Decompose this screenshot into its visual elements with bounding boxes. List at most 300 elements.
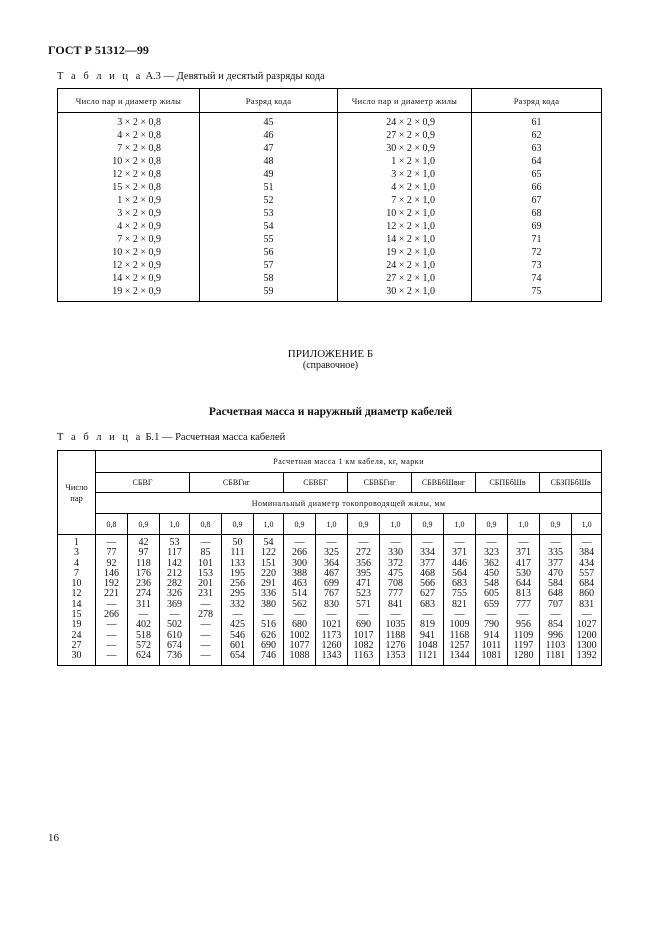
mass-cell: 201 (190, 579, 222, 589)
table-a3-cell: 4 × 2 × 0,9 (58, 220, 200, 233)
mass-cell: 388 (284, 569, 316, 579)
table-a3-cell: 52 (200, 194, 338, 207)
mass-cell: 266 (284, 548, 316, 558)
mass-cell: 1027 (572, 620, 602, 630)
diameter-cell: 0,9 (476, 514, 508, 535)
mass-cell: 654 (222, 651, 254, 665)
table-b1-body (58, 535, 602, 666)
brand-header: СБПБбШв (476, 473, 540, 493)
table-a3-cell: 66 (472, 181, 602, 194)
table-a3-cell: 65 (472, 168, 602, 181)
table-a3-cell: 67 (472, 194, 602, 207)
mass-cell: 1017 (348, 631, 380, 641)
mass-cell: 282 (160, 579, 190, 589)
mass-cell: 546 (222, 631, 254, 641)
mass-cell: — (412, 610, 444, 620)
mass-cell: 151 (254, 559, 284, 569)
table-a3-cell: 7 × 2 × 1,0 (338, 194, 472, 207)
mass-cell: — (96, 651, 128, 665)
mass-cell: 291 (254, 579, 284, 589)
diameter-cell: 1,0 (444, 514, 476, 535)
mass-cell: 146 (96, 569, 128, 579)
table-b1-row (58, 535, 602, 549)
pairs-cell: 7 (58, 569, 96, 579)
diameter-cell: 0,9 (412, 514, 444, 535)
mass-cell: 470 (540, 569, 572, 579)
mass-cell: — (540, 610, 572, 620)
diameter-cell: 0,8 (96, 514, 128, 535)
mass-cell: 463 (284, 579, 316, 589)
mass-cell: 334 (412, 548, 444, 558)
mass-cell: 221 (96, 589, 128, 599)
pairs-cell: 4 (58, 559, 96, 569)
table-a3-cell: 58 (200, 272, 338, 285)
mass-cell: 914 (476, 631, 508, 641)
table-a3-cell: 30 × 2 × 0,9 (338, 142, 472, 155)
mass-cell: 364 (316, 559, 348, 569)
diameter-header-row (58, 493, 602, 514)
mass-cell: 380 (254, 600, 284, 610)
table-a3-cell: 71 (472, 233, 602, 246)
mass-cell: 659 (476, 600, 508, 610)
mass-cell: 153 (190, 569, 222, 579)
appendix-subtitle: (справочное) (302, 360, 359, 371)
table-a3-row (58, 285, 602, 302)
table-a3-header-cell: Число пар и диаметр жилы (338, 89, 472, 113)
mass-cell: 1392 (572, 651, 602, 665)
mass-cell: 1260 (316, 641, 348, 651)
pairs-cell: 19 (58, 620, 96, 630)
mass-cell: 1276 (380, 641, 412, 651)
mass-cell: 450 (476, 569, 508, 579)
mass-cell: 475 (380, 569, 412, 579)
table-a3-cell: 27 × 2 × 1,0 (338, 272, 472, 285)
document-header: ГОСТ Р 51312—99 (48, 43, 149, 57)
mass-cell: 648 (540, 589, 572, 599)
table-a3-cell: 45 (200, 113, 338, 130)
mass-cell: — (96, 620, 128, 630)
table-a3-cell: 24 × 2 × 0,9 (338, 113, 472, 130)
mass-cell: — (348, 610, 380, 620)
table-a3-cell: 12 × 2 × 0,9 (58, 259, 200, 272)
mass-cell: 1088 (284, 651, 316, 665)
mass-cell: 467 (316, 569, 348, 579)
mass-cell: 518 (128, 631, 160, 641)
pairs-header: Число пар (58, 451, 96, 535)
mass-cell: 831 (572, 600, 602, 610)
table-a3-cell: 53 (200, 207, 338, 220)
table-a3-cell: 14 × 2 × 1,0 (338, 233, 472, 246)
mass-cell: 274 (128, 589, 160, 599)
mass-cell: 97 (128, 548, 160, 558)
mass-cell: 1077 (284, 641, 316, 651)
mass-cell: 272 (348, 548, 380, 558)
mass-cell: — (316, 535, 348, 549)
mass-cell: 92 (96, 559, 128, 569)
mass-cell: — (284, 535, 316, 549)
table-a3 (57, 88, 602, 302)
table-a3-cell: 24 × 2 × 1,0 (338, 259, 472, 272)
mass-cell: 1081 (476, 651, 508, 665)
table-a3-cell: 72 (472, 246, 602, 259)
mass-cell: 446 (444, 559, 476, 569)
mass-cell: — (128, 610, 160, 620)
mass-cell: — (190, 535, 222, 549)
table-a3-cell: 56 (200, 246, 338, 259)
mass-cell: 77 (96, 548, 128, 558)
mass-cell: 707 (540, 600, 572, 610)
mass-cell: 85 (190, 548, 222, 558)
table-a3-row (58, 142, 602, 155)
mass-cell: 627 (412, 589, 444, 599)
mass-cell: — (476, 535, 508, 549)
table-a3-cell: 64 (472, 155, 602, 168)
mass-header: Расчетная масса 1 км кабеля, кг, марки (96, 451, 602, 473)
mass-cell: — (540, 535, 572, 549)
table-a3-cell: 57 (200, 259, 338, 272)
mass-cell: — (316, 610, 348, 620)
mass-cell: 1344 (444, 651, 476, 665)
brand-header: СБЗПБбШв (540, 473, 602, 493)
mass-cell: 377 (540, 559, 572, 569)
mass-cell: 471 (348, 579, 380, 589)
table-a3-cell: 4 × 2 × 1,0 (338, 181, 472, 194)
mass-cell: — (96, 535, 128, 549)
mass-cell: 690 (348, 620, 380, 630)
mass-cell: 356 (348, 559, 380, 569)
brand-header: СБВБбШвнг (412, 473, 476, 493)
table-a3-row (58, 220, 602, 233)
table-a3-row (58, 168, 602, 181)
mass-cell: — (190, 651, 222, 665)
mass-cell: 468 (412, 569, 444, 579)
pairs-cell: 1 (58, 535, 96, 549)
table-a3-cell: 15 × 2 × 0,8 (58, 181, 200, 194)
mass-cell: 311 (128, 600, 160, 610)
mass-cell: 819 (412, 620, 444, 630)
mass-cell: — (380, 535, 412, 549)
mass-cell: 516 (254, 620, 284, 630)
mass-cell: 371 (444, 548, 476, 558)
table-a3-row (58, 129, 602, 142)
mass-cell: 54 (254, 535, 284, 549)
mass-cell: — (412, 535, 444, 549)
mass-cell: 690 (254, 641, 284, 651)
table-a3-cell: 3 × 2 × 0,8 (58, 113, 200, 130)
mass-cell: 434 (572, 559, 602, 569)
table-a3-cell: 19 × 2 × 0,9 (58, 285, 200, 302)
mass-cell: 566 (412, 579, 444, 589)
table-a3-cell: 54 (200, 220, 338, 233)
diameter-cell: 0,9 (128, 514, 160, 535)
table-a3-caption-text: А.3 — Девятый и десятый разряды кода (145, 71, 325, 82)
mass-cell: 192 (96, 579, 128, 589)
mass-cell: 236 (128, 579, 160, 589)
mass-cell: 42 (128, 535, 160, 549)
mass-cell: 212 (160, 569, 190, 579)
mass-cell: — (190, 641, 222, 651)
mass-cell: 1048 (412, 641, 444, 651)
mass-cell: 1197 (508, 641, 540, 651)
mass-cell: 562 (284, 600, 316, 610)
mass-cell: 1200 (572, 631, 602, 641)
table-a3-row (58, 113, 602, 130)
mass-cell: — (96, 631, 128, 641)
table-b1-caption-text: Б.1 — Расчетная масса кабелей (145, 432, 286, 443)
table-a3-cell: 61 (472, 113, 602, 130)
mass-cell: 821 (444, 600, 476, 610)
mass-cell: — (190, 620, 222, 630)
table-a3-header-row (58, 89, 602, 113)
mass-cell: 323 (476, 548, 508, 558)
mass-cell: — (508, 535, 540, 549)
table-a3-cell: 1 × 2 × 0,9 (58, 194, 200, 207)
mass-cell: 142 (160, 559, 190, 569)
mass-cell: 1173 (316, 631, 348, 641)
table-a3-cell: 10 × 2 × 0,9 (58, 246, 200, 259)
mass-cell: — (572, 535, 602, 549)
table-a3-cell: 30 × 2 × 1,0 (338, 285, 472, 302)
mass-cell: 1021 (316, 620, 348, 630)
brand-header-row (58, 473, 602, 493)
mass-cell: 746 (254, 651, 284, 665)
mass-cell: — (348, 535, 380, 549)
mass-cell: 332 (222, 600, 254, 610)
mass-cell: — (96, 600, 128, 610)
brand-header: СБВБГ (284, 473, 348, 493)
mass-cell: 50 (222, 535, 254, 549)
mass-cell: 708 (380, 579, 412, 589)
mass-cell: 530 (508, 569, 540, 579)
mass-cell: 402 (128, 620, 160, 630)
table-a3-cell: 74 (472, 272, 602, 285)
mass-cell: 1168 (444, 631, 476, 641)
mass-cell: 417 (508, 559, 540, 569)
table-a3-body (58, 113, 602, 302)
mass-cell: 572 (128, 641, 160, 651)
mass-cell: 326 (160, 589, 190, 599)
mass-cell: 790 (476, 620, 508, 630)
mass-cell: 941 (412, 631, 444, 641)
mass-cell: 996 (540, 631, 572, 641)
mass-cell: 680 (284, 620, 316, 630)
mass-cell: 755 (444, 589, 476, 599)
mass-cell: — (284, 610, 316, 620)
pairs-cell: 15 (58, 610, 96, 620)
mass-cell: 1009 (444, 620, 476, 630)
brand-header: СБВГ (96, 473, 190, 493)
mass-cell: 854 (540, 620, 572, 630)
table-a3-cell: 10 × 2 × 1,0 (338, 207, 472, 220)
table-a3-header-cell: Разряд кода (472, 89, 602, 113)
table-a3-cell: 3 × 2 × 1,0 (338, 168, 472, 181)
appendix-title: ПРИЛОЖЕНИЕ Б (287, 348, 374, 360)
mass-cell: 395 (348, 569, 380, 579)
table-a3-row (58, 259, 602, 272)
diameter-cell: 1,0 (380, 514, 412, 535)
mass-cell: 1103 (540, 641, 572, 651)
table-a3-cell: 62 (472, 129, 602, 142)
pairs-cell: 30 (58, 651, 96, 665)
mass-cell: 266 (96, 610, 128, 620)
table-a3-header-cell: Разряд кода (200, 89, 338, 113)
pairs-cell: 10 (58, 579, 96, 589)
mass-cell: — (96, 641, 128, 651)
mass-cell: 683 (444, 579, 476, 589)
table-a3-cell: 4 × 2 × 0,8 (58, 129, 200, 142)
mass-cell: 1121 (412, 651, 444, 665)
mass-cell: 371 (508, 548, 540, 558)
mass-cell: 111 (222, 548, 254, 558)
mass-cell: 220 (254, 569, 284, 579)
table-a3-cell: 49 (200, 168, 338, 181)
mass-cell: 1109 (508, 631, 540, 641)
mass-cell: 176 (128, 569, 160, 579)
pairs-cell: 14 (58, 600, 96, 610)
table-a3-row (58, 246, 602, 259)
table-a3-row (58, 181, 602, 194)
mass-cell: 1188 (380, 631, 412, 641)
table-a3-cell: 3 × 2 × 0,9 (58, 207, 200, 220)
diameter-cell: 0,9 (222, 514, 254, 535)
mass-cell: 133 (222, 559, 254, 569)
diameter-cell: 1,0 (316, 514, 348, 535)
mass-cell: 325 (316, 548, 348, 558)
mass-cell: 601 (222, 641, 254, 651)
table-a3-cell: 59 (200, 285, 338, 302)
mass-cell: 557 (572, 569, 602, 579)
mass-cell: 117 (160, 548, 190, 558)
table-a3-cell: 14 × 2 × 0,9 (58, 272, 200, 285)
mass-cell: 330 (380, 548, 412, 558)
mass-cell: 1280 (508, 651, 540, 665)
mass-cell: 278 (190, 610, 222, 620)
mass-cell: — (476, 610, 508, 620)
mass-cell: 372 (380, 559, 412, 569)
mass-cell: 384 (572, 548, 602, 558)
table-a3-cell: 46 (200, 129, 338, 142)
mass-cell: 53 (160, 535, 190, 549)
diameter-values-row (58, 514, 602, 535)
pairs-cell: 12 (58, 589, 96, 599)
mass-cell: 605 (476, 589, 508, 599)
mass-cell: 1163 (348, 651, 380, 665)
mass-cell: — (254, 610, 284, 620)
pairs-cell: 3 (58, 548, 96, 558)
table-a3-cell: 12 × 2 × 0,8 (58, 168, 200, 181)
diameter-cell: 1,0 (160, 514, 190, 535)
table-a3-row (58, 155, 602, 168)
brand-header: СБВБГнг (348, 473, 412, 493)
mass-cell: 813 (508, 589, 540, 599)
mass-cell: 683 (412, 600, 444, 610)
table-a3-row (58, 194, 602, 207)
mass-cell: 256 (222, 579, 254, 589)
table-b1-caption-prefix: Т а б л и ц а (57, 432, 143, 443)
table-a3-cell: 51 (200, 181, 338, 194)
mass-cell: 777 (508, 600, 540, 610)
mass-cell: 425 (222, 620, 254, 630)
diameter-cell: 0,8 (190, 514, 222, 535)
mass-cell: 1082 (348, 641, 380, 651)
mass-cell: 684 (572, 579, 602, 589)
mass-cell: 699 (316, 579, 348, 589)
table-a3-cell: 12 × 2 × 1,0 (338, 220, 472, 233)
mass-cell: — (160, 610, 190, 620)
table-a3-cell: 69 (472, 220, 602, 233)
mass-cell: 1181 (540, 651, 572, 665)
mass-cell: 584 (540, 579, 572, 589)
mass-cell: 1011 (476, 641, 508, 651)
mass-cell: 523 (348, 589, 380, 599)
mass-cell: 860 (572, 589, 602, 599)
mass-cell: 564 (444, 569, 476, 579)
table-a3-cell: 75 (472, 285, 602, 302)
table-a3-row (58, 207, 602, 220)
mass-cell: — (572, 610, 602, 620)
table-a3-row (58, 272, 602, 285)
pairs-cell: 24 (58, 631, 96, 641)
mass-cell: 830 (316, 600, 348, 610)
mass-cell: 377 (412, 559, 444, 569)
mass-cell: 362 (476, 559, 508, 569)
table-b1-row (58, 651, 602, 665)
table-a3-cell: 7 × 2 × 0,8 (58, 142, 200, 155)
mass-cell: 841 (380, 600, 412, 610)
table-a3-cell: 47 (200, 142, 338, 155)
mass-cell: 195 (222, 569, 254, 579)
mass-cell: 777 (380, 589, 412, 599)
mass-cell: 1300 (572, 641, 602, 651)
diameter-cell: 0,9 (348, 514, 380, 535)
brand-header: СБВГнг (190, 473, 284, 493)
mass-cell: — (444, 535, 476, 549)
page-number: 16 (48, 832, 59, 844)
mass-cell: 736 (160, 651, 190, 665)
mass-cell: 1002 (284, 631, 316, 641)
mass-cell: 1035 (380, 620, 412, 630)
mass-cell: 1343 (316, 651, 348, 665)
table-a3-caption-prefix: Т а б л и ц а (57, 71, 143, 82)
mass-cell: 644 (508, 579, 540, 589)
table-b1-header-row (58, 451, 602, 473)
table-a3-cell: 10 × 2 × 0,8 (58, 155, 200, 168)
mass-cell: 1353 (380, 651, 412, 665)
diameter-cell: 0,9 (540, 514, 572, 535)
mass-cell: 122 (254, 548, 284, 558)
table-a3-row (58, 233, 602, 246)
diameter-cell: 1,0 (508, 514, 540, 535)
mass-cell: 502 (160, 620, 190, 630)
mass-cell: 1257 (444, 641, 476, 651)
mass-cell: 295 (222, 589, 254, 599)
section-title: Расчетная масса и наружный диаметр кабелей (208, 406, 453, 418)
mass-cell: 571 (348, 600, 380, 610)
table-a3-cell: 68 (472, 207, 602, 220)
table-b1-caption (57, 432, 285, 443)
table-a3-caption (57, 71, 325, 82)
table-a3-cell: 27 × 2 × 0,9 (338, 129, 472, 142)
mass-cell: — (380, 610, 412, 620)
mass-cell: 548 (476, 579, 508, 589)
mass-cell: 231 (190, 589, 222, 599)
pairs-cell: 27 (58, 641, 96, 651)
mass-cell: 118 (128, 559, 160, 569)
mass-cell: 101 (190, 559, 222, 569)
diameter-cell: 1,0 (254, 514, 284, 535)
table-a3-cell: 73 (472, 259, 602, 272)
table-a3-header-cell: Число пар и диаметр жилы (58, 89, 200, 113)
